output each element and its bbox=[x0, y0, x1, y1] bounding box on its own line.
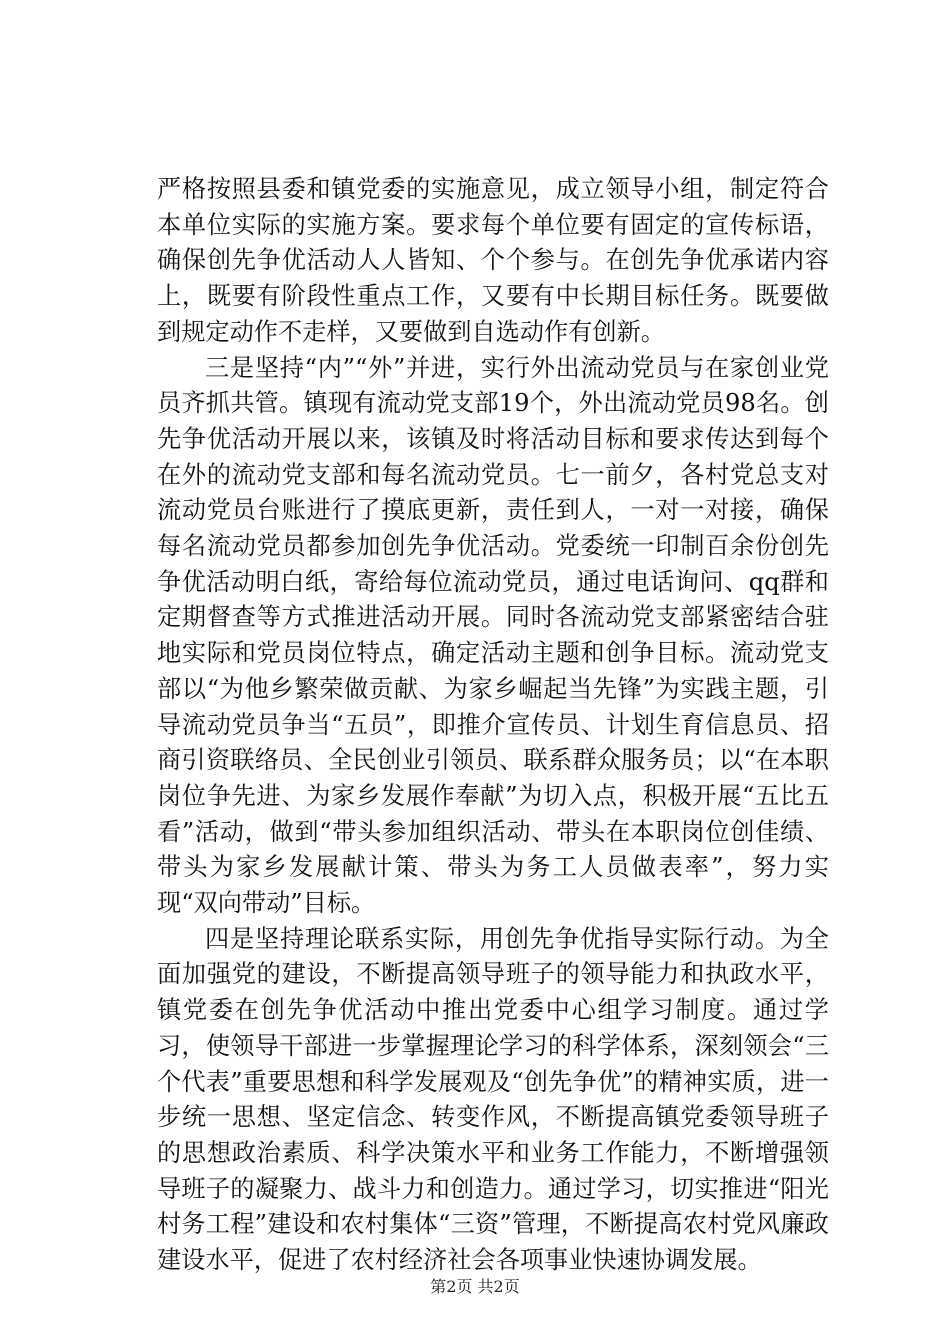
paragraph-point-four: 四是坚持理论联系实际，用创先争优指导实际行动。为全面加强党的建设，不断提高领导班子的领导能力和执政水平，镇党委在创先争优活动中推出党委中心组学习制度。通过学习，使领导干部进一步掌握理论学习的科学体系，深刻领会“三个代表”重要思想和科学发展观及“创先争优”的精神实质，进一步统一思想、坚定信念、转变作风，不断提高镇党委领导班子的思想政治素质、科学决策水平和业务工作能力，不断增强领导班子的凝聚力、战斗力和创造力。通过学习，切实推进“阳光村务工程”建设和农村集体“三资”管理，不断提高农村党风廉政建设水平，促进了农村经济社会各项事业快速协调发展。 bbox=[157, 924, 829, 1275]
document-body bbox=[157, 172, 829, 1279]
page-footer bbox=[0, 1277, 950, 1297]
paragraph-continuation: 严格按照县委和镇党委的实施意见，成立领导小组，制定符合本单位实际的实施方案。要求每个单位要有固定的宣传标语，确保创先争优活动人人皆知、个个参与。在创先争优承诺内容上，既要有阶段性重点工作，又要有中长期目标任务。既要做到规定动作不走样，又要做到自选动作有创新。 bbox=[157, 175, 829, 346]
paragraph-point-three: 三是坚持“内”“外”并进，实行外出流动党员与在家创业党员齐抓共管。镇现有流动党支部19个，外出流动党员98名。创先争优活动开展以来，该镇及时将活动目标和要求传达到每个在外的流动党支部和每名流动党员。七一前夕，各村党总支对流动党员台账进行了摸底更新，责任到人，一对一对接，确保每名流动党员都参加创先争优活动。党委统一印制百余份创先争优活动明白纸，寄给每位流动党员，通过电话询问、qq群和定期督查等方式推进活动开展。同时各流动党支部紧密结合驻地实际和党员岗位特点，确定活动主题和创争目标。流动党支部以“为他乡繁荣做贡献、为家乡崛起当先锋”为实践主题，引导流动党员争当“五员”，即推介宣传员、计划生育信息员、招商引资联络员、全民创业引领员、联系群众服务员；以“在本职岗位争先进、为家乡发展作奉献”为切入点，积极开展“五比五看”活动，做到“带头参加组织活动、带头在本职岗位创佳绩、带头为家乡发展献计策、带头为务工人员做表率”，努力实现“双向带动”目标。 bbox=[157, 353, 829, 918]
page-number-label: 第2页 共2页 bbox=[430, 1277, 520, 1296]
